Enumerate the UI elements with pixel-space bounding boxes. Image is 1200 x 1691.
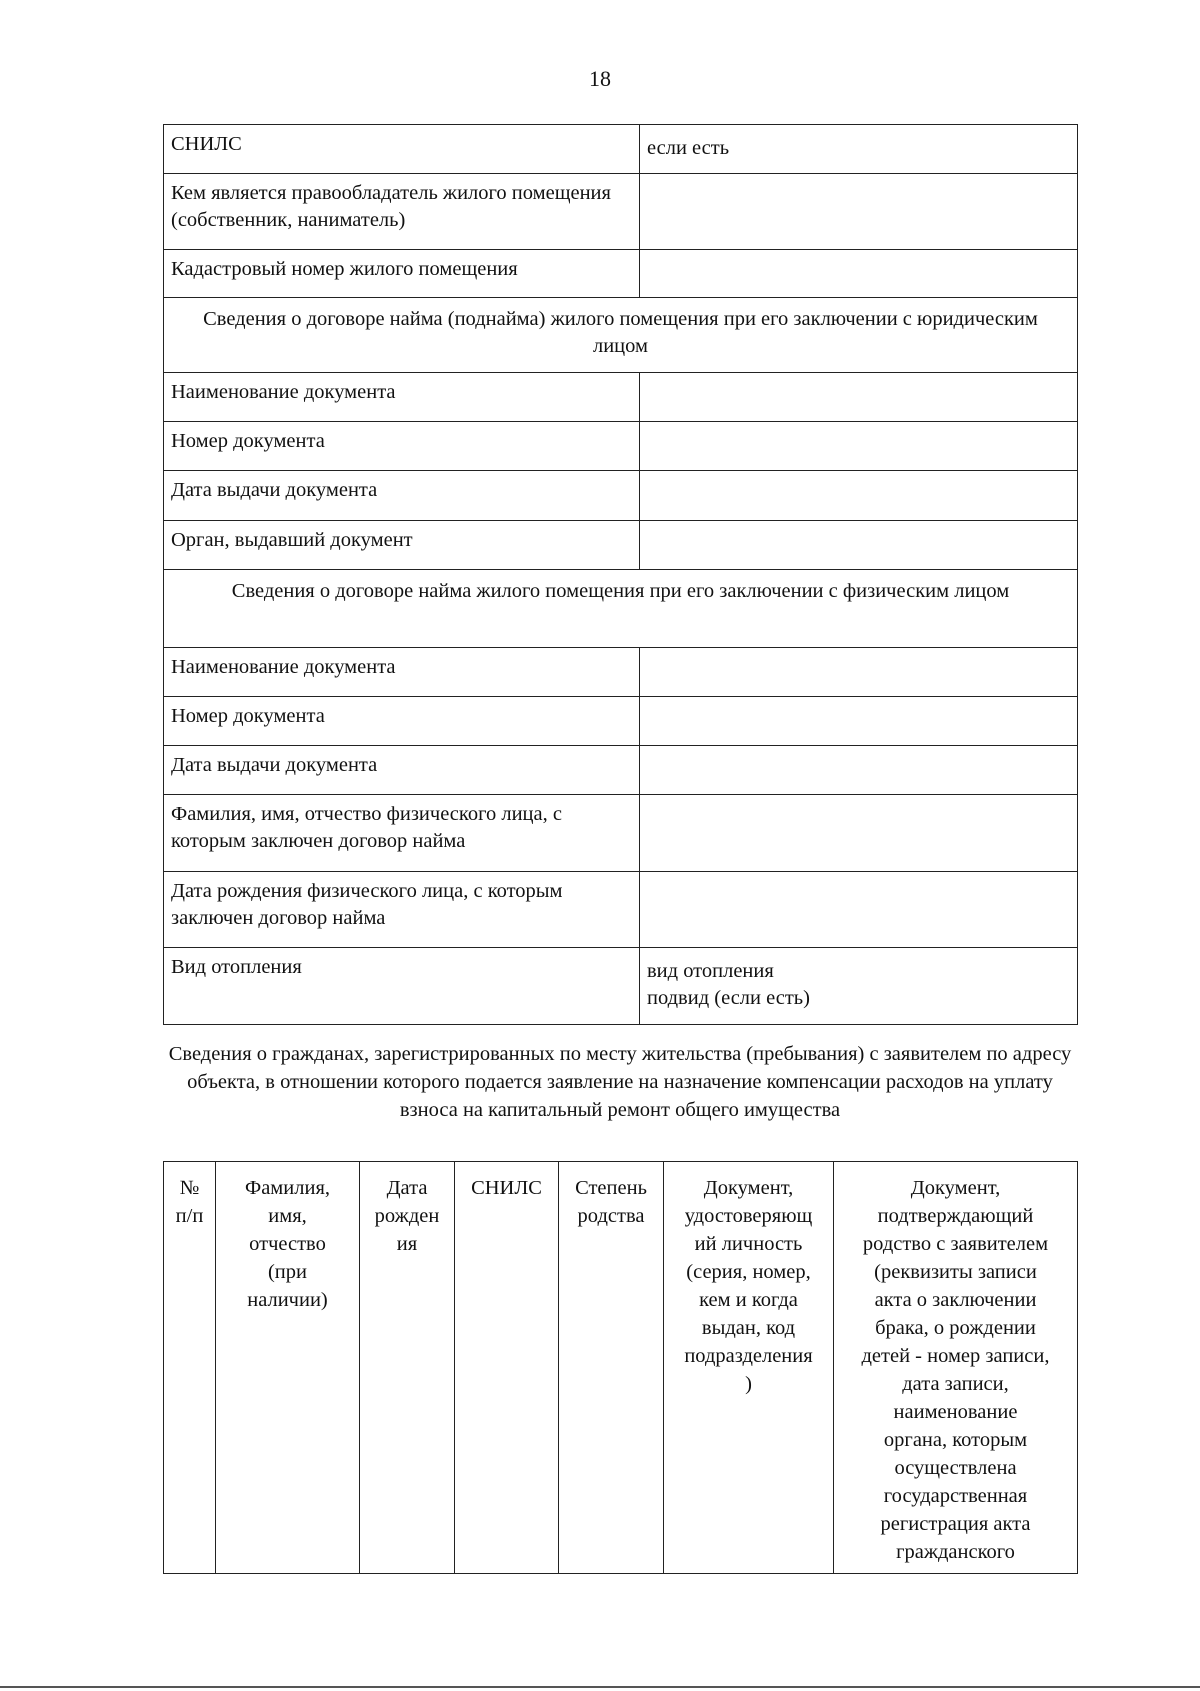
header-line: № xyxy=(179,1177,200,1199)
table-row xyxy=(164,250,1078,298)
row-label: Наименование документа xyxy=(164,648,640,697)
header-line: наличии) xyxy=(247,1289,328,1311)
heating-subtype-line: подвид (если есть) xyxy=(647,987,810,1009)
row-label: Вид отопления xyxy=(164,948,640,1025)
citizens-caption: Сведения о гражданах, зарегистрированных по месту жительства (пребывания) с заявителем по адресу объекта, в отношении которого подается заявление на назначение компенсации расходов на уплату взноса на капитальный ремонт общего имущества xyxy=(168,1043,1072,1121)
header-line: родство с заявителем xyxy=(862,1233,1049,1255)
row-value xyxy=(640,422,1078,471)
table-row xyxy=(164,422,1078,471)
citizens-table xyxy=(163,1161,1078,1574)
header-cell-number xyxy=(164,1162,216,1574)
row-label: СНИЛС xyxy=(164,125,640,174)
header-line: ) xyxy=(745,1373,752,1395)
table-row xyxy=(164,795,1078,872)
section-row xyxy=(164,298,1078,373)
section-heading: Сведения о договоре найма (поднайма) жилого помещения при его заключении с юридическим лицом xyxy=(164,298,1078,373)
header-line: гражданского xyxy=(896,1541,1015,1563)
header-line: удостоверяющ xyxy=(684,1205,813,1227)
table-header-row xyxy=(164,1162,1078,1574)
table-row xyxy=(164,872,1078,948)
header-line: наименование xyxy=(893,1401,1018,1423)
row-value xyxy=(640,648,1078,697)
header-line: подразделения xyxy=(684,1345,813,1367)
table-row xyxy=(164,521,1078,570)
row-value xyxy=(640,746,1078,795)
header-line: СНИЛС xyxy=(471,1177,542,1199)
table-row xyxy=(164,174,1078,250)
header-line: ия xyxy=(396,1233,418,1255)
header-line: (при xyxy=(267,1261,308,1283)
form-table xyxy=(163,124,1078,1025)
row-value xyxy=(640,872,1078,948)
row-value xyxy=(640,948,1078,1025)
row-label: Дата рождения физического лица, с которым заключен договор найма xyxy=(164,872,640,948)
section-heading: Сведения о договоре найма жилого помещения при его заключении с физическим лицом xyxy=(164,570,1078,648)
header-line: имя, xyxy=(268,1205,307,1227)
header-line: Дата xyxy=(386,1177,428,1199)
row-value xyxy=(640,471,1078,521)
header-line: родства xyxy=(577,1205,645,1227)
table-row xyxy=(164,948,1078,1025)
header-line: рожден xyxy=(374,1205,440,1227)
header-line: осуществлена xyxy=(894,1457,1017,1479)
table-row xyxy=(164,471,1078,521)
page-bottom-edge xyxy=(0,1686,1200,1688)
row-value xyxy=(640,697,1078,746)
header-line: п/п xyxy=(175,1205,204,1227)
section-row xyxy=(164,570,1078,648)
row-value xyxy=(640,795,1078,872)
header-line: детей - номер записи, xyxy=(861,1345,1050,1367)
header-line: выдан, код xyxy=(701,1317,796,1339)
header-line: (серия, номер, xyxy=(686,1261,811,1283)
row-label: Наименование документа xyxy=(164,373,640,422)
row-value xyxy=(640,174,1078,250)
table-row xyxy=(164,697,1078,746)
row-label: Кадастровый номер жилого помещения xyxy=(164,250,640,298)
header-cell-birth-date xyxy=(360,1162,455,1574)
header-line: дата записи, xyxy=(902,1373,1009,1395)
header-cell-kinship-document xyxy=(834,1162,1078,1574)
header-line: регистрация акта xyxy=(880,1513,1031,1535)
row-label: Орган, выдавший документ xyxy=(164,521,640,570)
header-line: Документ, xyxy=(703,1177,794,1199)
page-number: 18 xyxy=(589,66,611,91)
header-line: Степень xyxy=(575,1177,647,1199)
table-row xyxy=(164,125,1078,174)
header-line: акта о заключении xyxy=(874,1289,1037,1311)
header-line: Документ, xyxy=(910,1177,1001,1199)
header-line: ий личность xyxy=(694,1233,803,1255)
header-line: органа, которым xyxy=(883,1429,1028,1451)
header-cell-relationship xyxy=(559,1162,664,1574)
row-label: Дата выдачи документа xyxy=(164,471,640,521)
table-row xyxy=(164,648,1078,697)
row-value xyxy=(640,250,1078,298)
header-cell-full-name xyxy=(216,1162,360,1574)
row-label: Фамилия, имя, отчество физического лица, с которым заключен договор найма xyxy=(164,795,640,872)
row-label: Дата выдачи документа xyxy=(164,746,640,795)
header-line: государственная xyxy=(883,1485,1028,1507)
header-line: брака, о рождении xyxy=(875,1317,1036,1339)
row-label: Номер документа xyxy=(164,697,640,746)
table-row xyxy=(164,373,1078,422)
header-line: (реквизиты записи xyxy=(874,1261,1037,1283)
row-value xyxy=(640,521,1078,570)
row-label: Кем является правообладатель жилого помещения (собственник, наниматель) xyxy=(164,174,640,250)
header-line: кем и когда xyxy=(699,1289,798,1311)
header-line: Фамилия, xyxy=(245,1177,330,1199)
header-line: подтверждающий xyxy=(877,1205,1034,1227)
header-cell-snils xyxy=(455,1162,559,1574)
header-cell-identity-document xyxy=(664,1162,834,1574)
row-value: если есть xyxy=(640,125,1078,174)
table-row xyxy=(164,746,1078,795)
row-label: Номер документа xyxy=(164,422,640,471)
row-value xyxy=(640,373,1078,422)
header-line: отчество xyxy=(249,1233,326,1255)
heating-type-line: вид отопления xyxy=(647,960,774,982)
